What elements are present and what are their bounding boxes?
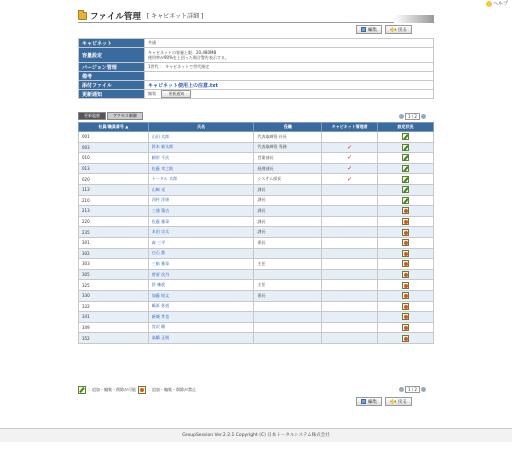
info-label: 容量設定 (79, 48, 145, 63)
cell-name (148, 269, 254, 280)
table-row (79, 132, 434, 143)
edit-button[interactable]: 編集 (356, 397, 382, 406)
cell-setting-status (378, 195, 434, 206)
permission-editable-icon[interactable] (402, 133, 409, 140)
permission-locked-icon[interactable] (402, 260, 409, 267)
cell-role: 営業部長 (254, 153, 322, 164)
cell-role: 代表取締役 社長 (254, 132, 322, 143)
page-header (78, 9, 434, 23)
page-select[interactable]: 1 / 2 (405, 386, 420, 393)
help-link[interactable] (486, 0, 508, 7)
info-value-cabinet: 共通 (145, 39, 434, 48)
help-label: ヘルプ (492, 1, 508, 7)
cell-admin-check (322, 301, 378, 312)
table-row (79, 206, 434, 217)
member-name-link[interactable]: 三船 雅章 (151, 260, 170, 266)
footer-copyright: GroupSession Ver.2.2.1 Copyright (C) 日本トータルシステム株式会社 (0, 428, 512, 442)
info-label: 添付ファイル (79, 81, 145, 90)
cell-employee-no: 302 (79, 248, 149, 259)
tab-update-history[interactable]: 更新履歴 (78, 112, 106, 120)
member-name-link[interactable]: 鈴 権波 (151, 282, 166, 288)
cell-role: 課長 (254, 184, 322, 195)
permission-editable-icon[interactable] (402, 186, 409, 193)
permission-editable-icon[interactable] (402, 197, 409, 204)
table-row (79, 195, 434, 206)
header-decoration (394, 15, 434, 23)
member-name-link[interactable]: 三浦 築吉 (151, 207, 170, 213)
table-row (79, 301, 434, 312)
cell-admin-check (322, 269, 378, 280)
cell-employee-no: 113 (79, 184, 149, 195)
cell-role: 係長 (254, 237, 322, 248)
cell-employee-no: 303 (79, 259, 149, 270)
member-name-link[interactable]: 森 三平 (151, 239, 166, 245)
table-row (79, 333, 434, 344)
cell-employee-no: 305 (79, 269, 149, 280)
next-icon[interactable] (421, 114, 426, 119)
permission-locked-icon[interactable] (402, 229, 409, 236)
permission-locked-icon[interactable] (402, 313, 409, 320)
cell-setting-status (378, 248, 434, 259)
member-name-link[interactable]: 高橋 正則 (151, 335, 170, 341)
legend-edit-text: ：追加・編集・削除が可能 (88, 387, 136, 392)
member-name-link[interactable]: 山崎 光 (151, 186, 166, 192)
permission-legend (78, 386, 196, 394)
cell-setting-status (378, 227, 434, 238)
cell-name (148, 259, 254, 270)
cell-employee-no: 332 (79, 301, 149, 312)
cell-setting-status (378, 163, 434, 174)
member-name-link[interactable]: 佐藤 幸之助 (151, 165, 174, 171)
cell-name (148, 301, 254, 312)
cell-name (148, 163, 254, 174)
cell-name (148, 195, 254, 206)
cell-admin-check: ✓ (322, 142, 378, 153)
table-row (79, 227, 434, 238)
cell-role: 課長 (254, 195, 322, 206)
update-notify-button[interactable]: 更新通知 (161, 90, 191, 98)
member-name-link[interactable]: 嶋原 弥道 (151, 303, 170, 309)
table-row (79, 248, 434, 259)
cell-admin-check (322, 322, 378, 333)
member-table (78, 122, 434, 344)
member-name-link[interactable]: 木田 宗太 (151, 229, 170, 235)
cell-name (148, 153, 254, 164)
cell-admin-check: ✓ (322, 174, 378, 185)
cell-admin-check (322, 248, 378, 259)
col-employee-no[interactable]: 社員/職員番号 ▲ (79, 123, 149, 132)
page-title: ファイル管理 (90, 11, 141, 22)
table-row (79, 280, 434, 291)
cell-employee-no: 325 (79, 280, 149, 291)
permission-editable-icon[interactable] (402, 165, 409, 172)
cell-role (254, 312, 322, 323)
col-name[interactable]: 氏名 (148, 123, 254, 132)
table-row (79, 142, 434, 153)
pager-bottom (399, 386, 426, 393)
info-value-remarks (145, 72, 434, 81)
prev-icon[interactable] (399, 114, 404, 119)
cell-name (148, 333, 254, 344)
table-row (79, 269, 434, 280)
table-row (79, 216, 434, 227)
permission-locked-icon[interactable] (402, 335, 409, 342)
cell-employee-no: 330 (79, 290, 149, 301)
update-notify-status: 無効 (148, 91, 156, 96)
cell-setting-status (378, 184, 434, 195)
cell-admin-check (322, 227, 378, 238)
cell-admin-check (322, 216, 378, 227)
tab-bar (78, 112, 143, 120)
cell-employee-no: 220 (79, 216, 149, 227)
table-row (79, 259, 434, 270)
cell-setting-status (378, 333, 434, 344)
member-name-link[interactable]: 新城 孝也 (151, 313, 170, 319)
cell-employee-no: 013 (79, 163, 149, 174)
cell-setting-status (378, 312, 434, 323)
permission-editable-icon[interactable] (402, 176, 409, 183)
table-row (79, 174, 434, 185)
cell-role: システム部長 (254, 174, 322, 185)
cell-employee-no: 001 (79, 132, 149, 143)
cell-admin-check (322, 184, 378, 195)
top-button-bar (356, 25, 412, 34)
permission-locked-icon[interactable] (402, 324, 409, 331)
cell-setting-status (378, 132, 434, 143)
back-button[interactable]: 戻る (385, 25, 412, 34)
info-label: バージョン管理 (79, 63, 145, 72)
permission-locked-icon[interactable] (402, 303, 409, 310)
cell-role (254, 322, 322, 333)
table-row (79, 153, 434, 164)
cell-setting-status (378, 216, 434, 227)
cell-name (148, 132, 254, 143)
cell-admin-check (322, 312, 378, 323)
cell-role: 課長 (254, 227, 322, 238)
table-row (79, 290, 434, 301)
table-row (79, 163, 434, 174)
cell-role: 課長 (254, 206, 322, 217)
cell-setting-status (378, 153, 434, 164)
cell-setting-status (378, 259, 434, 270)
folder-icon (78, 12, 87, 20)
permission-editable-icon[interactable] (402, 144, 409, 151)
cell-employee-no: 349 (79, 322, 149, 333)
member-table-body (79, 132, 434, 344)
permission-locked-icon[interactable] (402, 218, 409, 225)
cell-admin-check: ✓ (322, 153, 378, 164)
cabinet-info-table (78, 38, 434, 99)
cell-setting-status (378, 237, 434, 248)
page-select[interactable]: 1 / 2 (405, 113, 420, 120)
member-name-link[interactable]: 曽原 次丹 (151, 271, 170, 277)
permission-locked-icon[interactable] (402, 239, 409, 246)
member-name-link[interactable]: 山田 太郎 (151, 133, 170, 139)
cell-employee-no: 352 (79, 333, 149, 344)
cell-employee-no: 020 (79, 174, 149, 185)
cell-employee-no: 341 (79, 312, 149, 323)
cell-name (148, 206, 254, 217)
cell-setting-status (378, 322, 434, 333)
cell-role (254, 248, 322, 259)
cell-role (254, 333, 322, 344)
page-subtitle: [ キャビネット詳細 ] (146, 13, 204, 20)
table-row (79, 237, 434, 248)
col-setting-status: 設定状況 (378, 123, 434, 132)
cell-role: 代表取締役 専務 (254, 142, 322, 153)
edit-icon (361, 27, 366, 32)
permission-locked-icon[interactable] (402, 250, 409, 257)
member-name-link[interactable]: 佐藤 雅章 (151, 218, 170, 224)
cell-setting-status (378, 206, 434, 217)
cell-role: 経理部長 (254, 163, 322, 174)
cell-employee-no: 235 (79, 227, 149, 238)
edit-button[interactable]: 編集 (356, 25, 382, 34)
permission-editable-icon[interactable] (402, 154, 409, 161)
cell-setting-status (378, 301, 434, 312)
cell-setting-status (378, 269, 434, 280)
cell-name (148, 322, 254, 333)
permission-locked-icon[interactable] (402, 271, 409, 278)
cell-name (148, 237, 254, 248)
cell-role: 係長 (254, 290, 322, 301)
member-name-link[interactable]: 頼形 千次 (151, 154, 170, 160)
attachment-link[interactable]: キャビネット使用上の注意.txt (148, 82, 218, 89)
cell-role: 課長 (254, 216, 322, 227)
cell-name (148, 174, 254, 185)
cell-name (148, 290, 254, 301)
member-name-link[interactable]: 加藤 昭文 (151, 292, 170, 298)
cell-admin-check (322, 259, 378, 270)
cell-name (148, 216, 254, 227)
cell-name (148, 184, 254, 195)
member-name-link[interactable]: 鈴木 新太郎 (151, 144, 174, 150)
permission-locked-icon[interactable] (402, 207, 409, 214)
member-name-link[interactable]: 西村 洋康 (151, 197, 170, 203)
cell-admin-check (322, 132, 378, 143)
next-icon[interactable] (421, 387, 426, 392)
col-cabinet-admin: キャビネット管理者 (322, 123, 378, 132)
cell-admin-check (322, 333, 378, 344)
info-label: キャビネット (79, 39, 145, 48)
cell-employee-no: 003 (79, 142, 149, 153)
info-value-capacity: キャビネットの容量上限：20,480MB 使用率が90%を上回った場合警告表示する。 (145, 48, 434, 63)
prev-icon[interactable] (399, 387, 404, 392)
cell-name (148, 280, 254, 291)
permission-locked-icon[interactable] (402, 282, 409, 289)
permission-locked-icon (138, 386, 146, 394)
cell-employee-no: 301 (79, 237, 149, 248)
cell-name (148, 227, 254, 238)
cell-setting-status (378, 280, 434, 291)
table-row (79, 322, 434, 333)
cell-setting-status (378, 290, 434, 301)
edit-icon (361, 399, 366, 404)
cell-employee-no: 210 (79, 195, 149, 206)
cell-role: 主任 (254, 259, 322, 270)
member-name-link[interactable]: トータル 太郎 (151, 176, 178, 182)
member-name-link[interactable]: 宮沢 剛 (151, 324, 166, 330)
info-value-version: 1世代 ： キャビネットで世代指定 (145, 63, 434, 72)
back-button[interactable]: 戻る (385, 397, 412, 406)
member-name-link[interactable]: 白石 都 (151, 250, 166, 256)
tab-access-control[interactable]: アクセス制御 (107, 112, 143, 120)
cell-employee-no: 010 (79, 153, 149, 164)
cell-role: 主任 (254, 280, 322, 291)
permission-editable-icon (78, 386, 86, 394)
info-label: 備考 (79, 72, 145, 81)
bottom-button-bar (356, 397, 412, 406)
cell-admin-check (322, 237, 378, 248)
back-arrow-icon (390, 27, 396, 32)
cell-setting-status (378, 174, 434, 185)
cell-name (148, 312, 254, 323)
cell-name (148, 248, 254, 259)
cell-role (254, 301, 322, 312)
pager-top (399, 113, 426, 120)
cell-name (148, 142, 254, 153)
back-arrow-icon (390, 399, 396, 404)
cell-employee-no: 213 (79, 206, 149, 217)
cell-role (254, 269, 322, 280)
info-label: 更新通知 (79, 90, 145, 99)
table-row (79, 184, 434, 195)
legend-view-text: ：追加・編集・削除が禁止 (148, 387, 196, 392)
help-icon (486, 1, 492, 7)
cell-setting-status (378, 142, 434, 153)
cell-admin-check (322, 206, 378, 217)
cell-admin-check (322, 195, 378, 206)
col-role[interactable]: 役職 (254, 123, 322, 132)
cell-admin-check (322, 280, 378, 291)
permission-locked-icon[interactable] (402, 292, 409, 299)
cell-admin-check (322, 290, 378, 301)
table-row (79, 312, 434, 323)
cell-admin-check: ✓ (322, 163, 378, 174)
